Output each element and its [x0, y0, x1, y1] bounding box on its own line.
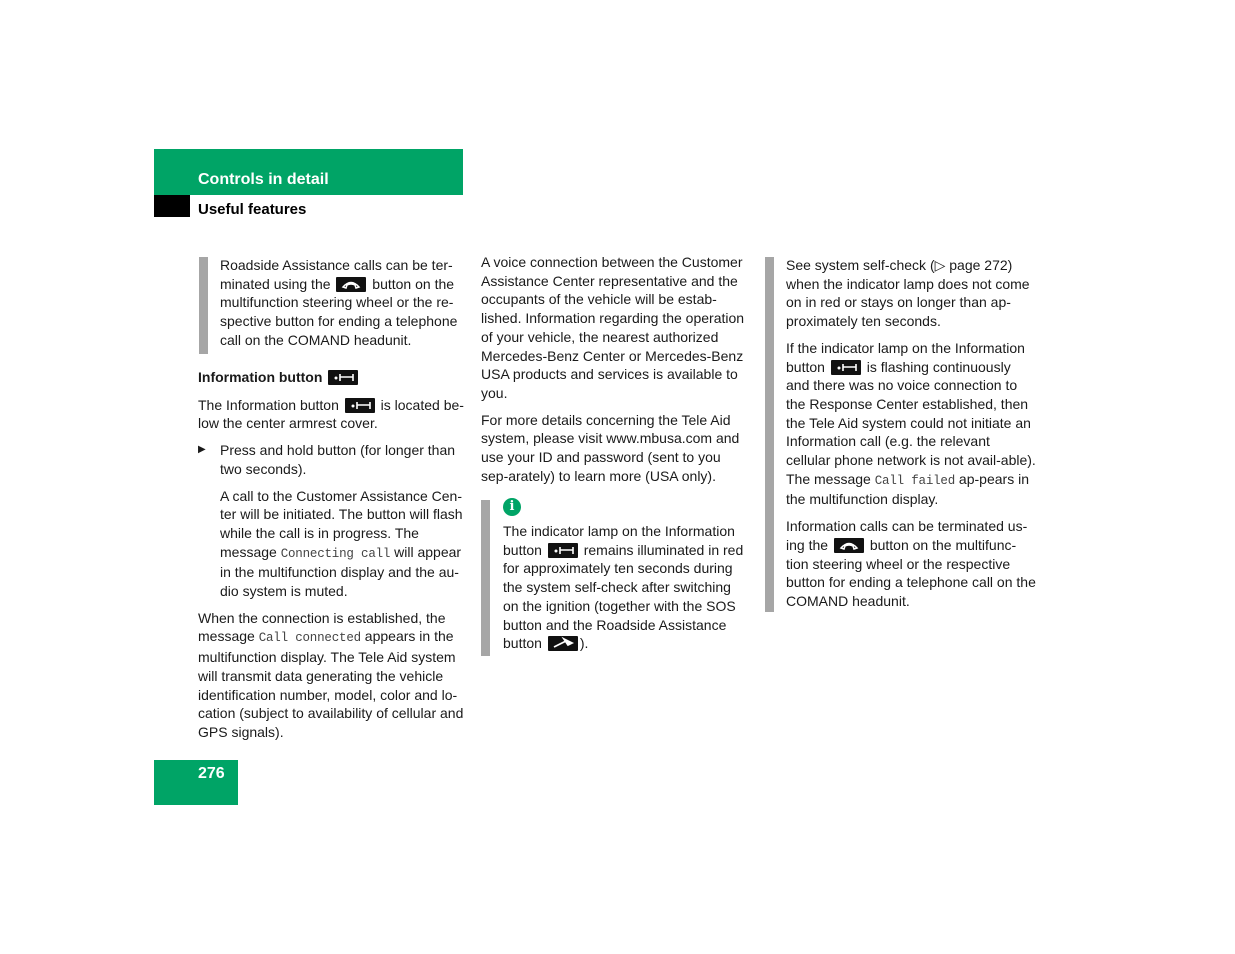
terminate-text: Information calls can be terminated us-ing the button on the multifunc-tion steering wheel or the respective button for ending a telephone call on the COMAND headunit. — [786, 518, 1036, 609]
self-check-text: See system self-check (▷ page 272) when the indicator lamp does not come on in red or stays on longer than ap-proximately ten seconds. — [786, 257, 1030, 330]
col3-bar — [765, 257, 774, 612]
info-icon: i — [503, 498, 521, 516]
col2-body — [481, 253, 749, 493]
page-number: 276 — [198, 765, 225, 782]
end-call-icon — [834, 538, 864, 553]
more-details-text: For more details concerning the Tele Aid system, please visit www.mbusa.com and use your ID and password (sent to you sep-arately) to learn more (USA only). — [481, 411, 740, 484]
display-message: Call failed — [874, 473, 956, 488]
step-press-hold: ▶ Press and hold button (for longer than two seconds). — [198, 442, 456, 477]
step-result: A call to the Customer Assistance Cen-ter will be initiated. The button will flash while the call is in progress. The message Connecting call will appear in the multifunction display and the au-dio system is muted. — [220, 487, 463, 600]
note-bar — [199, 257, 208, 354]
roadside-assistance-icon — [548, 636, 578, 651]
voice-connection-text: A voice connection between the Customer Assistance Center representative and the occupants of the vehicle will be estab-lished. Information regarding the operation of your vehicle, the nearest authorized Mercedes-Benz Center or Mercedes-Benz USA products and services is available to you. — [481, 254, 745, 401]
col3-body — [786, 256, 1036, 619]
info-button-heading: Information button — [198, 368, 466, 387]
info-button-icon — [328, 370, 358, 385]
display-message: Connecting call — [280, 546, 391, 561]
connection-established: When the connection is established, the message Call connected appears in the multifunction display. The Tele Aid system will transmit data generating the vehicle identification number, model, color and lo-cation (subject to availability of cellular and GPS signals). — [198, 609, 464, 740]
col1-body — [198, 368, 466, 750]
display-message: Call connected — [258, 631, 361, 646]
info-button-icon — [548, 543, 578, 558]
info-button-location: The Information button is located be-low the center armrest cover. — [198, 396, 464, 432]
info-button-icon — [831, 360, 861, 375]
header-marker — [154, 195, 190, 217]
page-number-box — [154, 760, 238, 805]
flashing-text: If the indicator lamp on the Information button is flashing continuously and there was no voice connection to the Response Center established, then the Tele Aid system could not initiate an Information call (e.g. the relevant cellular phone network is not avail-able). The message Call failed ap-pears in the multifunction display. — [786, 339, 1036, 508]
section-title: Controls in detail — [198, 171, 329, 188]
roadside-note: Roadside Assistance calls can be ter-minated using the button on the multifunction steering wheel or the re-spective button for ending a telephone call on the COMAND headunit. — [220, 257, 458, 348]
info-note: i The indicator lamp on the Information button remains illuminated in red for approximately ten seconds during the system self-check after switching on the ignition (together with the SOS button and the Roadside Assistance button ). — [503, 499, 744, 652]
triangle-bullet-icon: ▶ — [198, 444, 206, 456]
info-button-icon — [345, 398, 375, 413]
info-bar — [481, 500, 490, 656]
subsection-title: Useful features — [198, 201, 307, 218]
end-call-icon — [336, 277, 366, 292]
